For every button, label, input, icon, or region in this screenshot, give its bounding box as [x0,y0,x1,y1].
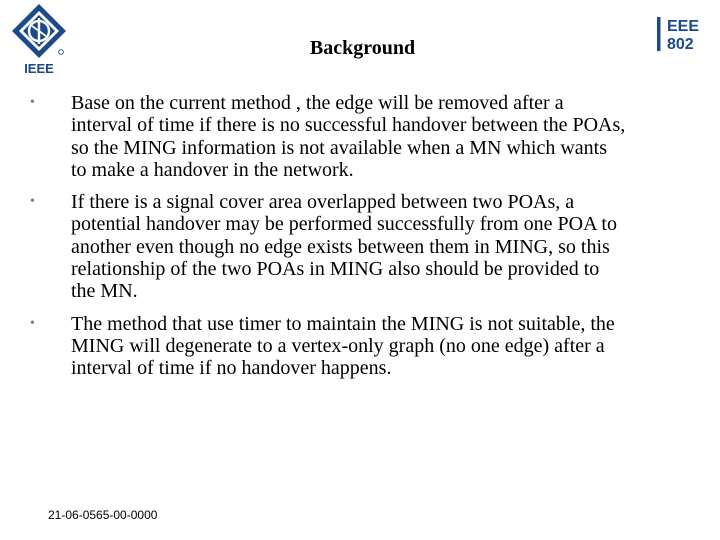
bullet-line: the MN. [71,280,138,303]
bullet-line: so the MING information is not available when a MN which wants [71,136,608,159]
ieee-logo-text: IEEE [24,61,54,76]
bullet-line: potential handover may be performed successfully from one POA to [71,213,617,236]
bullet-item [30,191,690,302]
bullet-list [30,92,690,380]
bullet-marker: • [30,95,35,110]
ieee-logo-icon [6,2,72,76]
bullet-line: another even though no edge exists between them in MING, so this [71,235,610,258]
ieee-802-logo-line2: 802 [667,36,694,53]
ieee-802-logo-line1: EEE [667,18,700,35]
bullet-line: Base on the current method , the edge will be removed after a [71,92,564,114]
bullet-marker: • [30,194,35,210]
bullet-line: interval of time if no handover happens. [71,357,392,380]
document-number: 21-06-0565-00-0000 [48,508,158,522]
bullet-line: The method that use timer to maintain the MING is not suitable, the [71,312,615,335]
bullet-line: interval of time if there is no successful handover between the POAs, [71,114,626,137]
bullet-item [30,92,690,181]
ieee-802-logo-icon [655,14,707,54]
page-title: Background [309,37,416,59]
bullet-line: relationship of the two POAs in MING also should be provided to [71,258,600,281]
bullet-marker: • [30,315,35,331]
bullet-line: If there is a signal cover area overlapped between two POAs, a [71,191,575,214]
bullet-line: MING will degenerate to a vertex-only graph (no one edge) after a [71,334,605,357]
bullet-line: to make a handover in the network. [71,158,354,181]
bullet-item [30,313,690,380]
